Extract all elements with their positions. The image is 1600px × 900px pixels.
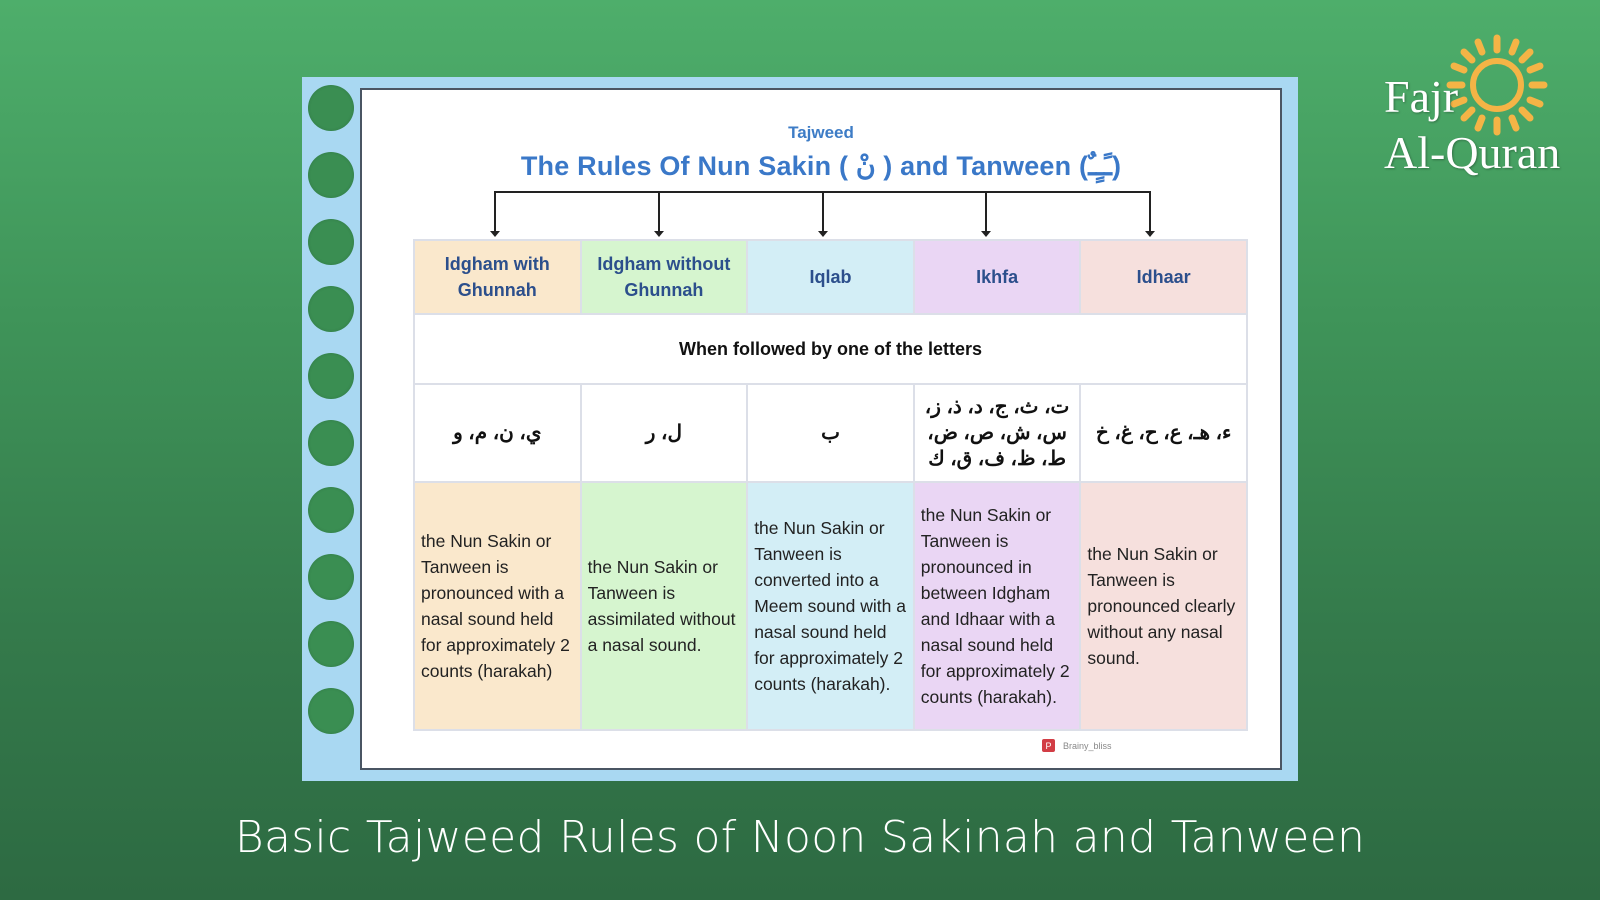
rule-description: the Nun Sakin or Tanween is converted into a Meem sound with a nasal sound held for approximately 2 counts (harakah). [747,482,914,730]
descriptions-row [414,482,1247,730]
sheet-kicker: Tajweed [788,123,854,142]
arrow-down-icon [985,191,987,233]
sun-icon [1442,30,1552,140]
caption: Basic Tajweed Rules of Noon Sakinah and Tanween [234,812,1366,863]
binder-hole [308,85,354,131]
binder-hole [308,487,354,533]
binder-hole [308,219,354,265]
binder-hole [308,688,354,734]
rule-letters: ت، ث، ج، د، ذ، ز، س، ش، ص، ض، ط، ظ، ف، ق، ك [914,384,1081,482]
arrow-down-icon [1149,191,1151,233]
rule-description: the Nun Sakin or Tanween is pronounced in between Idgham and Idhaar with a nasal sound held for approximately 2 counts (harakah). [914,482,1081,730]
rule-names-row [414,240,1247,314]
rule-letters: ء، هـ، ع، ح، غ، خ [1080,384,1247,482]
binder-hole [308,420,354,466]
binder-hole [308,621,354,667]
rule-description: the Nun Sakin or Tanween is assimilated without a nasal sound. [581,482,748,730]
sheet-title: The Rules Of Nun Sakin ( نْ ) and Tanween (ـًـٍـٌ) [520,151,1122,181]
rule-letters: ي، ن، م، و [414,384,581,482]
rule-name: Idgham with Ghunnah [414,240,581,314]
rule-description: the Nun Sakin or Tanween is pronounced clearly without any nasal sound. [1080,482,1247,730]
binder-hole [308,152,354,198]
binder-hole [308,353,354,399]
rule-name: Idgham without Ghunnah [581,240,748,314]
rules-sheet [360,88,1282,770]
arrow-down-icon [494,191,496,233]
notebook-board [302,77,1298,781]
binder-holes [308,85,356,755]
rule-letters: ب [747,384,914,482]
binder-hole [308,554,354,600]
logo-line1: Fajr [1384,71,1459,122]
letters-row [414,384,1247,482]
fajr-al-quran-logo [1384,30,1594,180]
credit [1042,739,1112,752]
credit-text: Brainy_bliss [1063,740,1112,751]
rules-table [413,239,1248,731]
rule-name: Iqlab [747,240,914,314]
arrow-down-icon [658,191,660,233]
subheading-row [414,314,1247,384]
rule-letters: ل، ر [581,384,748,482]
subheading: When followed by one of the letters [414,314,1247,384]
rule-description: the Nun Sakin or Tanween is pronounced with a nasal sound held for approximately 2 counts (harakah) [414,482,581,730]
logo-line2: Al-Quran [1384,127,1561,178]
binder-hole [308,286,354,332]
rule-name: Idhaar [1080,240,1247,314]
rule-name: Ikhfa [914,240,1081,314]
pinterest-icon: P [1042,739,1055,752]
arrow-down-icon [822,191,824,233]
